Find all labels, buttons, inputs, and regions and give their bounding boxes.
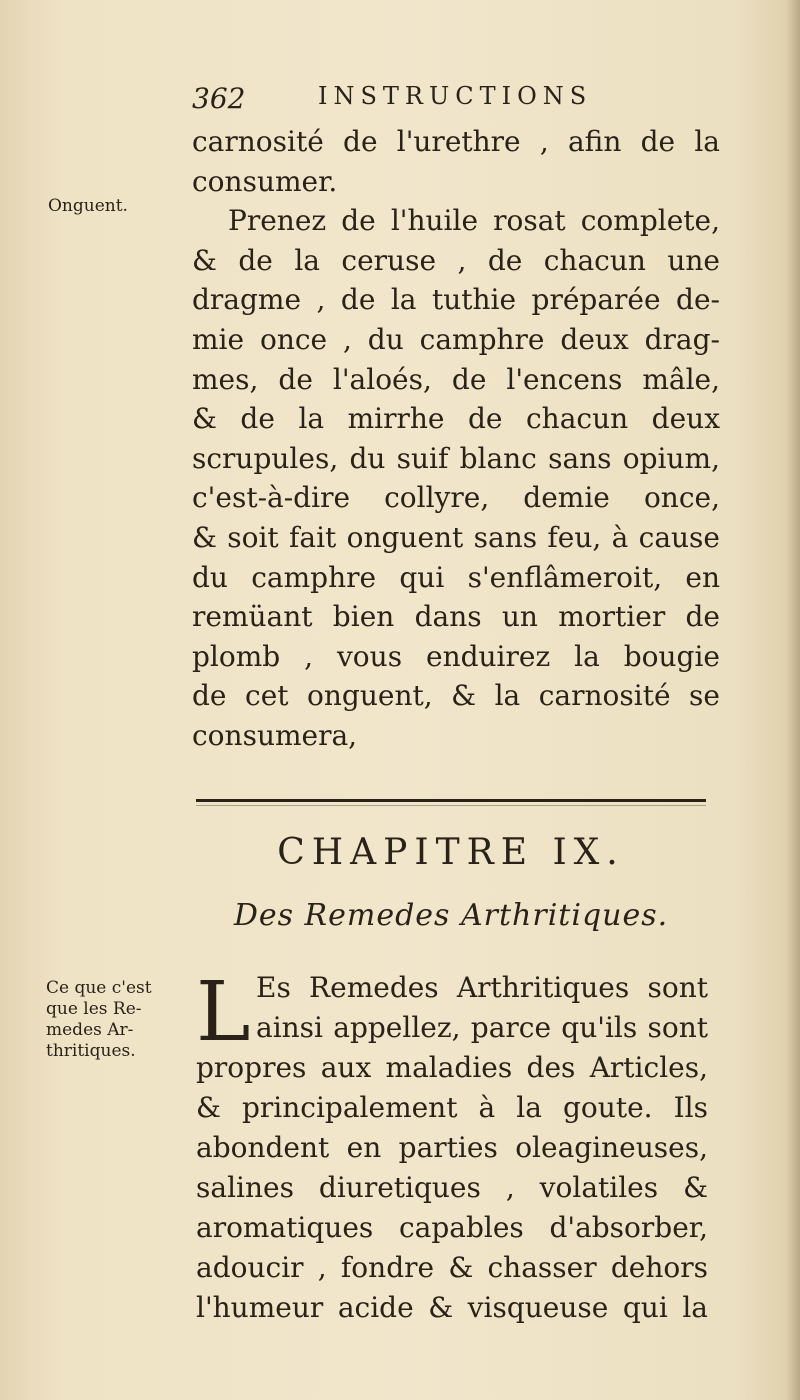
chapter-body-line: abondent en parties oleagineuses, bbox=[196, 1131, 708, 1164]
body-line: plomb , vous enduirez la bougie bbox=[192, 639, 720, 673]
page-number: 362 bbox=[192, 82, 246, 115]
drop-cap: L bbox=[196, 965, 251, 1060]
chapter-body-line: Es Remedes Arthritiques sont bbox=[256, 971, 708, 1004]
body-text bbox=[192, 122, 720, 756]
chapter-body-line: ainsi appellez, parce qu'ils sont bbox=[256, 1011, 708, 1044]
body-line: du camphre qui s'enflâmeroit, en bbox=[192, 560, 720, 594]
chapter-body-line: aromatiques capables d'absorber, bbox=[196, 1211, 708, 1244]
body-line: & de la mirrhe de chacun deux bbox=[192, 402, 720, 436]
margin-note-onguent: Onguent. bbox=[48, 196, 128, 216]
body-line: dragme , de la tuthie préparée de- bbox=[192, 283, 720, 317]
margin-note-line: medes Ar- bbox=[46, 1020, 134, 1040]
chapter-title: CHAPITRE IX. bbox=[277, 832, 625, 873]
chapter-body-text bbox=[196, 965, 708, 1328]
body-line: carnosité de l'urethre , afin de la bbox=[192, 125, 720, 158]
chapter-body-line: salines diuretiques , volatiles & bbox=[196, 1171, 708, 1204]
chapter-subtitle: Des Remedes Arthritiques. bbox=[233, 898, 669, 933]
body-line: mes, de l'aloés, de l'encens mâle, bbox=[192, 362, 720, 396]
body-line: & de la ceruse , de chacun une bbox=[192, 243, 720, 277]
margin-note-remedes-arthritiques bbox=[46, 978, 186, 1062]
body-line: c'est-à-dire collyre, demie once, bbox=[192, 481, 720, 515]
body-line: & soit fait onguent sans feu, à cause bbox=[192, 520, 720, 554]
body-line: de cet onguent, & la carnosité se bbox=[192, 679, 720, 713]
margin-note-line: thritiques. bbox=[46, 1041, 136, 1061]
margin-note-line: Ce que c'est bbox=[46, 978, 152, 998]
chapter-divider-rule-thin bbox=[196, 805, 706, 806]
chapter-body-line: & principalement à la goute. Ils bbox=[196, 1091, 708, 1124]
body-line: mie once , du camphre deux drag- bbox=[192, 322, 720, 356]
margin-note-line: que les Re- bbox=[46, 999, 142, 1019]
body-line: consumera, bbox=[192, 718, 358, 752]
body-line: consumer. bbox=[192, 164, 338, 198]
chapter-body-line: adoucir , fondre & chasser dehors bbox=[196, 1251, 708, 1284]
running-header bbox=[192, 82, 672, 122]
chapter-body-line: l'humeur acide & visqueuse qui la bbox=[196, 1291, 708, 1324]
running-title: INSTRUCTIONS bbox=[318, 82, 593, 110]
chapter-divider-rule bbox=[196, 799, 706, 802]
body-line: scrupules, du suif blanc sans opium, bbox=[192, 441, 720, 475]
chapter-body-line: propres aux maladies des Articles, bbox=[196, 1051, 708, 1084]
page-edge-shadow bbox=[786, 0, 800, 1400]
body-line: remüant bien dans un mortier de bbox=[192, 600, 720, 634]
body-line: Prenez de l'huile rosat complete, bbox=[228, 204, 720, 238]
